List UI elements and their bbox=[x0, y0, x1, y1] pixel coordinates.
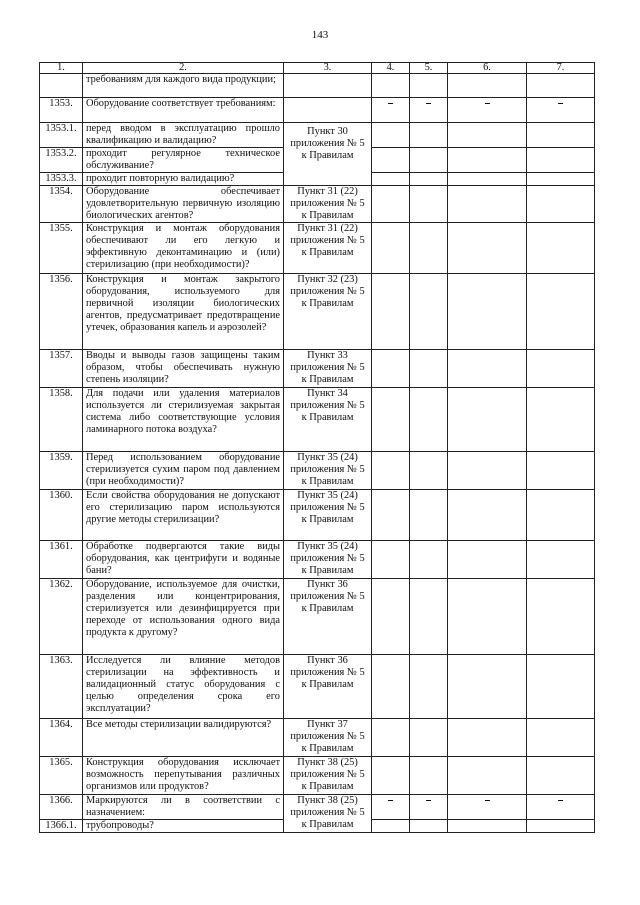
row-number: 1364. bbox=[40, 719, 83, 757]
answer-cell[interactable] bbox=[410, 274, 448, 350]
answer-cell[interactable] bbox=[372, 490, 410, 541]
answer-cell[interactable] bbox=[448, 490, 527, 541]
answer-cell[interactable] bbox=[448, 757, 527, 795]
table-row bbox=[40, 452, 595, 490]
answer-cell[interactable] bbox=[410, 350, 448, 388]
answer-cell[interactable] bbox=[410, 719, 448, 757]
header-col-5: 5. bbox=[410, 63, 448, 74]
row-question: Если свойства оборудования не допускают его стерилизацию паром используются другие методы стерилизации? bbox=[83, 490, 284, 541]
na-mark bbox=[527, 795, 595, 820]
row-number: 1357. bbox=[40, 350, 83, 388]
answer-cell[interactable] bbox=[448, 173, 527, 186]
na-mark bbox=[372, 98, 410, 123]
page-number: 143 bbox=[311, 29, 329, 41]
table-row bbox=[40, 388, 595, 452]
row-reference: Пункт 34 приложения № 5 к Правилам bbox=[284, 388, 372, 452]
table-row bbox=[40, 74, 595, 98]
row-question: Оборудование обеспечивает удовлетворительную первичную изоляцию биологических агентов? bbox=[83, 186, 284, 223]
row-number bbox=[40, 74, 83, 98]
table-row bbox=[40, 541, 595, 579]
header-col-2: 2. bbox=[83, 63, 284, 74]
table-row bbox=[40, 719, 595, 757]
row-reference: Пункт 38 (25) приложения № 5 к Правилам bbox=[284, 795, 372, 833]
row-question: трубопроводы? bbox=[83, 820, 284, 833]
row-reference: Пункт 36 приложения № 5 к Правилам bbox=[284, 655, 372, 719]
header-row bbox=[40, 63, 595, 74]
answer-cell[interactable] bbox=[527, 388, 595, 452]
dash-mark bbox=[388, 103, 393, 104]
answer-cell[interactable] bbox=[527, 74, 595, 98]
answer-cell[interactable] bbox=[448, 274, 527, 350]
answer-cell[interactable] bbox=[410, 186, 448, 223]
header-col-7: 7. bbox=[527, 63, 595, 74]
answer-cell[interactable] bbox=[448, 350, 527, 388]
header-col-6: 6. bbox=[448, 63, 527, 74]
answer-cell[interactable] bbox=[527, 274, 595, 350]
answer-cell[interactable] bbox=[448, 186, 527, 223]
row-reference: Пункт 32 (23) приложения № 5 к Правилам bbox=[284, 274, 372, 350]
table-row bbox=[40, 795, 595, 820]
row-question: Оборудование соответствует требованиям: bbox=[83, 98, 284, 123]
answer-cell[interactable] bbox=[372, 223, 410, 274]
row-question: Конструкция и монтаж оборудования обеспечивают ли его легкую и эффективную деконтаминацию и (или) стерилизацию (при необходимости)? bbox=[83, 223, 284, 274]
answer-cell[interactable] bbox=[372, 757, 410, 795]
na-mark bbox=[410, 98, 448, 123]
answer-cell[interactable] bbox=[527, 186, 595, 223]
header-col-4: 4. bbox=[372, 63, 410, 74]
answer-cell[interactable] bbox=[410, 820, 448, 833]
answer-cell[interactable] bbox=[410, 757, 448, 795]
answer-cell[interactable] bbox=[527, 579, 595, 655]
answer-cell[interactable] bbox=[527, 350, 595, 388]
answer-cell[interactable] bbox=[372, 655, 410, 719]
answer-cell[interactable] bbox=[410, 223, 448, 274]
answer-cell[interactable] bbox=[448, 74, 527, 98]
table-row bbox=[40, 223, 595, 274]
answer-cell[interactable] bbox=[448, 148, 527, 173]
row-question: проходит регулярное техническое обслуживание? bbox=[83, 148, 284, 173]
dash-mark bbox=[558, 103, 563, 104]
row-reference: Пункт 36 приложения № 5 к Правилам bbox=[284, 579, 372, 655]
row-question: Исследуется ли влияние методов стерилизации на эффективность и валидационный статус оборудования с целью определения срока его эксплуатации? bbox=[83, 655, 284, 719]
answer-cell[interactable] bbox=[372, 452, 410, 490]
row-number: 1360. bbox=[40, 490, 83, 541]
row-number: 1366. bbox=[40, 795, 83, 820]
answer-cell[interactable] bbox=[372, 123, 410, 148]
row-number: 1361. bbox=[40, 541, 83, 579]
answer-cell[interactable] bbox=[372, 579, 410, 655]
answer-cell[interactable] bbox=[527, 173, 595, 186]
answer-cell[interactable] bbox=[527, 490, 595, 541]
row-reference: Пункт 35 (24) приложения № 5 к Правилам bbox=[284, 490, 372, 541]
row-number: 1362. bbox=[40, 579, 83, 655]
answer-cell[interactable] bbox=[527, 148, 595, 173]
row-number: 1353.3. bbox=[40, 173, 83, 186]
answer-cell[interactable] bbox=[372, 719, 410, 757]
answer-cell[interactable] bbox=[410, 452, 448, 490]
table-row bbox=[40, 350, 595, 388]
answer-cell[interactable] bbox=[410, 74, 448, 98]
answer-cell[interactable] bbox=[448, 719, 527, 757]
row-reference: Пункт 33 приложения № 5 к Правилам bbox=[284, 350, 372, 388]
answer-cell[interactable] bbox=[410, 148, 448, 173]
checklist-table bbox=[39, 62, 595, 833]
table-row bbox=[40, 98, 595, 123]
row-question: перед вводом в эксплуатацию прошло квалификацию и валидацию? bbox=[83, 123, 284, 148]
table-row bbox=[40, 655, 595, 719]
answer-cell[interactable] bbox=[448, 388, 527, 452]
answer-cell[interactable] bbox=[372, 186, 410, 223]
row-number: 1353. bbox=[40, 98, 83, 123]
row-question: Обработке подвергаются такие виды оборудования, как центрифуги и водяные бани? bbox=[83, 541, 284, 579]
answer-cell[interactable] bbox=[372, 148, 410, 173]
na-mark bbox=[448, 795, 527, 820]
answer-cell[interactable] bbox=[527, 719, 595, 757]
answer-cell[interactable] bbox=[527, 452, 595, 490]
table-row bbox=[40, 579, 595, 655]
row-question: Вводы и выводы газов защищены таким образом, чтобы обеспечивать нужную степень изоляции? bbox=[83, 350, 284, 388]
row-reference: Пункт 35 (24) приложения № 5 к Правилам bbox=[284, 541, 372, 579]
row-number: 1358. bbox=[40, 388, 83, 452]
answer-cell[interactable] bbox=[527, 757, 595, 795]
table-row bbox=[40, 757, 595, 795]
answer-cell[interactable] bbox=[372, 274, 410, 350]
table-row bbox=[40, 274, 595, 350]
answer-cell[interactable] bbox=[410, 123, 448, 148]
row-number: 1355. bbox=[40, 223, 83, 274]
row-number: 1353.1. bbox=[40, 123, 83, 148]
row-question: Оборудование, используемое для очистки, разделения или концентрирования, стерилизуется или дезинфицируется при переходе от использования одного вида продукта к другому? bbox=[83, 579, 284, 655]
row-question: Перед использованием оборудование стерилизуется сухим паром под давлением (при необходимости)? bbox=[83, 452, 284, 490]
answer-cell[interactable] bbox=[372, 74, 410, 98]
answer-cell[interactable] bbox=[448, 655, 527, 719]
answer-cell[interactable] bbox=[527, 223, 595, 274]
header-col-3: 3. bbox=[284, 63, 372, 74]
answer-cell[interactable] bbox=[410, 490, 448, 541]
answer-cell[interactable] bbox=[448, 541, 527, 579]
answer-cell[interactable] bbox=[372, 388, 410, 452]
answer-cell[interactable] bbox=[410, 655, 448, 719]
row-reference: Пункт 35 (24) приложения № 5 к Правилам bbox=[284, 452, 372, 490]
answer-cell[interactable] bbox=[410, 541, 448, 579]
dash-mark bbox=[426, 103, 431, 104]
row-number: 1353.2. bbox=[40, 148, 83, 173]
row-reference: Пункт 38 (25) приложения № 5 к Правилам bbox=[284, 757, 372, 795]
dash-mark bbox=[388, 800, 393, 801]
row-reference bbox=[284, 74, 372, 98]
row-number: 1365. bbox=[40, 757, 83, 795]
na-mark bbox=[410, 795, 448, 820]
answer-cell[interactable] bbox=[410, 173, 448, 186]
na-mark bbox=[527, 98, 595, 123]
row-question: Конструкция оборудования исключает возможность перепутывания различных организмов или продуктов? bbox=[83, 757, 284, 795]
na-mark bbox=[448, 98, 527, 123]
answer-cell[interactable] bbox=[448, 820, 527, 833]
answer-cell[interactable] bbox=[527, 820, 595, 833]
row-number: 1363. bbox=[40, 655, 83, 719]
dash-mark bbox=[485, 800, 490, 801]
answer-cell[interactable] bbox=[410, 388, 448, 452]
answer-cell[interactable] bbox=[448, 452, 527, 490]
row-reference: Пункт 31 (22) приложения № 5 к Правилам bbox=[284, 186, 372, 223]
row-number: 1356. bbox=[40, 274, 83, 350]
table-row bbox=[40, 123, 595, 148]
row-question: Для подачи или удаления материалов используется ли стерилизуемая закрытая система либо соответствующие условия ламинарного потока воздуха? bbox=[83, 388, 284, 452]
answer-cell[interactable] bbox=[448, 579, 527, 655]
row-question: требованиям для каждого вида продукции; bbox=[83, 74, 284, 98]
row-number: 1354. bbox=[40, 186, 83, 223]
table-row bbox=[40, 490, 595, 541]
row-question: Все методы стерилизации валидируются? bbox=[83, 719, 284, 757]
answer-cell[interactable] bbox=[527, 541, 595, 579]
answer-cell[interactable] bbox=[448, 123, 527, 148]
row-reference: Пункт 37 приложения № 5 к Правилам bbox=[284, 719, 372, 757]
answer-cell[interactable] bbox=[372, 350, 410, 388]
row-number: 1366.1. bbox=[40, 820, 83, 833]
row-question: Маркируются ли в соответствии с назначением: bbox=[83, 795, 284, 820]
answer-cell[interactable] bbox=[410, 579, 448, 655]
row-number: 1359. bbox=[40, 452, 83, 490]
row-reference bbox=[284, 98, 372, 123]
answer-cell[interactable] bbox=[527, 123, 595, 148]
answer-cell[interactable] bbox=[372, 541, 410, 579]
row-reference: Пункт 30 приложения № 5 к Правилам bbox=[284, 123, 372, 186]
answer-cell[interactable] bbox=[372, 173, 410, 186]
row-reference: Пункт 31 (22) приложения № 5 к Правилам bbox=[284, 223, 372, 274]
header-col-1: 1. bbox=[40, 63, 83, 74]
dash-mark bbox=[426, 800, 431, 801]
dash-mark bbox=[485, 103, 490, 104]
na-mark bbox=[372, 795, 410, 820]
row-question: Конструкция и монтаж закрытого оборудования, используемого для первичной изоляции биологических агентов, предусматривает предотвращение утечек, образования капель и аэрозолей? bbox=[83, 274, 284, 350]
dash-mark bbox=[558, 800, 563, 801]
answer-cell[interactable] bbox=[527, 655, 595, 719]
table-row bbox=[40, 186, 595, 223]
answer-cell[interactable] bbox=[448, 223, 527, 274]
answer-cell[interactable] bbox=[372, 820, 410, 833]
row-question: проходит повторную валидацию? bbox=[83, 173, 284, 186]
